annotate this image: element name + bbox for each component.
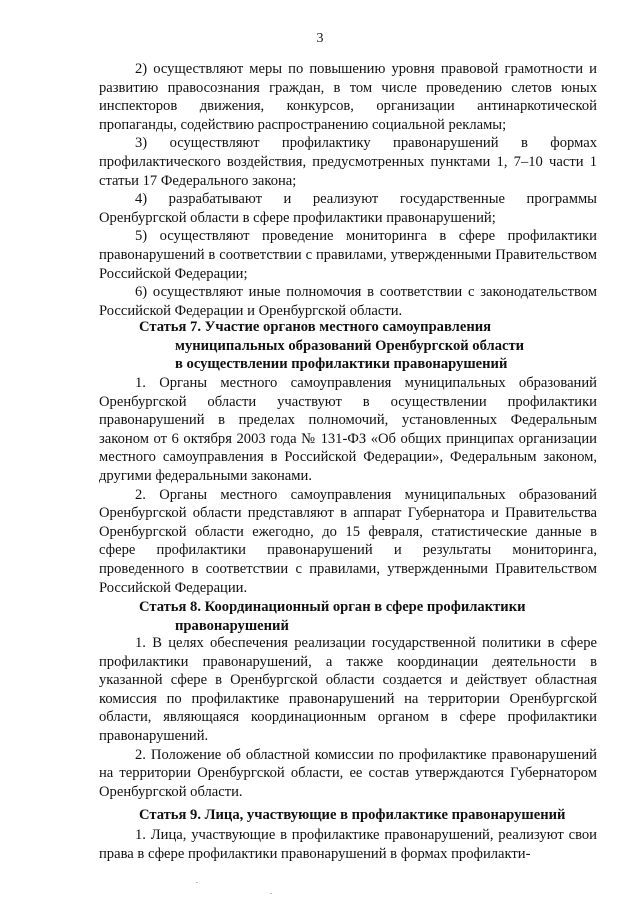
article8-body [99,634,597,801]
scan-speck [196,882,198,883]
article8-paragraph-1: 1. В целях обеспечения реализации государственной политики в сфере профилактики правонарушений, а также координации деятельности в указанной сфере в Оренбургской области создается и действует областная комиссия по профилактике правонарушений на территории Оренбургской области, являющаяся координационным органом в сфере профилактики правонарушений. [99,635,597,744]
list-item: 6) осуществляют иные полномочия в соответствии с законодательством Российской Федерации и Оренбургской области. [99,284,597,319]
article7-title-line2: муниципальных образований Оренбургской области [175,337,525,354]
article7-paragraph-1: 1. Органы местного самоуправления муниципальных образований Оренбургской области участвуют в осуществлении профилактики правонарушений в пределах полномочий, установленных Федеральным законом от 6 октября 2003 года № 131-ФЗ «Об общих принципах организации местного самоуправления в Российской Федерации», Федеральным законом, другими федеральными законами. [99,375,597,484]
list-item: 4) разрабатывают и реализуют государственные программы Оренбургской области в сфере профилактики правонарушений; [99,191,597,226]
article7-title-line3: в осуществлении профилактики правонарушений [175,356,508,373]
list-item: 5) осуществляют проведение мониторинга в сфере профилактики правонарушений в соответствии с правилами, утвержденными Правительством Российской Федерации; [99,228,597,282]
article9-body [99,826,597,863]
list-item: 3) осуществляют профилактику правонарушений в формах профилактического воздействия, предусмотренных пунктами 1, 7–10 части 1 статьи 17 Федерального закона; [99,135,597,189]
article7-body [99,374,597,597]
article6-list [99,60,597,320]
article9-paragraph-1: 1. Лица, участвующие в профилактике правонарушений, реализуют свои права в сфере профилактики правонарушений в формах профилакти- [99,827,597,862]
article8-paragraph-2: 2. Положение об областной комиссии по профилактике правонарушений на территории Оренбургской области, ее состав утверждаются Губернатором Оренбургской области. [99,746,597,800]
article8-title-line1: Статья 8. Координационный орган в сфере профилактики [139,599,526,615]
article7-title-line1: Статья 7. Участие органов местного самоуправления [139,319,492,335]
article8-title-line2: правонарушений [175,617,289,634]
article9-heading [99,806,597,825]
page-number: 3 [316,31,324,46]
article7-heading [99,318,597,374]
article7-paragraph-2: 2. Органы местного самоуправления муниципальных образований Оренбургской области представляют в аппарат Губернатора и Правительства Оренбургской области ежегодно, до 15 февраля, статистические данные в сфере профилактики правонарушений и результаты мониторинга, проведенного в соответствии с правилами, утвержденными Правительством Российской Федерации. [99,486,597,596]
list-item: 2) осуществляют меры по повышению уровня правовой грамотности и развитию правосознания граждан, в том числе проведению слетов юных инспекторов движения, конкурсов, организации антинаркотической пропаганды, содействию распространению социальной рекламы; [99,61,597,133]
article8-heading [99,598,597,635]
scan-speck [270,893,272,894]
article9-title-line1: Статья 9. Лица, участвующие в профилактике правонарушений [139,807,566,823]
